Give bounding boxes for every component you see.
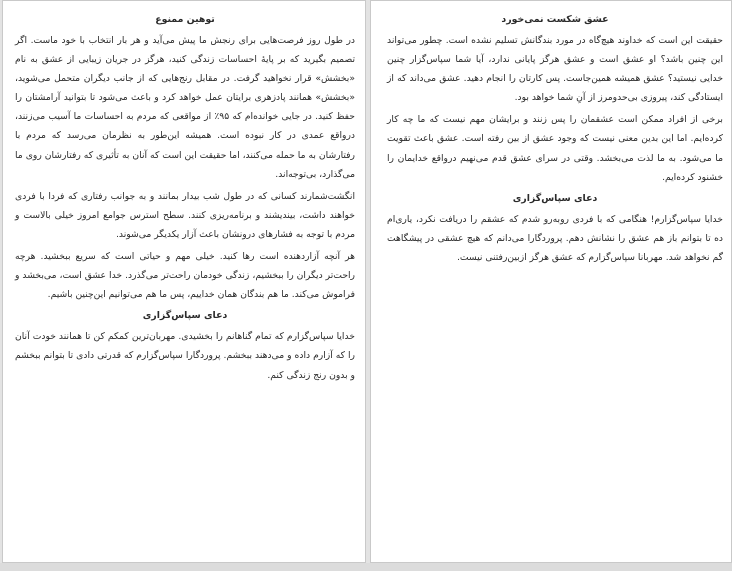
left-page [2, 0, 366, 563]
left-paragraph-1: در طول روز فرصت‌هایی برای رنجش ما پیش می‌آید و هر بار انتخاب با خود ماست. اگر تصمیم بگیرید که بر پایهٔ احساسات زندگی کنید، هرگز در جریان زیبایی از عشق به نام «بخشش» قرار نخواهید گرفت. در مقابل رنج‌هایی که از جانب دیگران متحمل می‌شوید، «بخشش» همانند پادزهری برایتان عمل خواهد کرد و باعث می‌شود تا بتوانید آرامشتان را حفظ کنید. در جایی خوانده‌ام که ۹۵٪ از مواقعی که مردم به احساسات ما آسیب می‌زنند، درواقع عمدی در کار نبوده است. همیشه این‌طور به نظرمان می‌رسد که مردم با رفتارشان به ما حمله می‌کنند، اما حقیقت این است که آنان به تأثیری که رفتارشان روی ما می‌گذارد، بی‌توجه‌اند. [15, 35, 355, 180]
right-page-column [387, 11, 723, 267]
left-page-title: توهین ممنوع [155, 14, 215, 25]
left-prayer-title: دعای سپاس‌گزاری [142, 310, 228, 322]
left-paragraph-2: انگشت‌شمارند کسانی که در طول شب بیدار بمانند و به جوانب رفتاری که فردا با فردی خواهند داشت، بیندیشند و برنامه‌ریزی کنند. سطح استرس جوامع امروز خیلی بالاست و مردم با توجه به فشارهای درونشان باعث آزار یکدیگر می‌شوند. [15, 190, 355, 240]
right-page [370, 0, 732, 563]
left-paragraph-3: هر آنچه آزاردهنده است رها کنید. خیلی مهم و حیاتی است که سریع ببخشید. هرچه راحت‌تر دیگران را ببخشیم، زندگی خودمان راحت‌تر می‌گذرد. خدا عشق است، می‌بخشد و فراموش می‌کند. ما هم بندگان همان خداییم، پس ما هم می‌توانیم این‌چنین باشیم. [15, 251, 355, 301]
left-prayer-text: خدایا سپاس‌گزارم که تمام گناهانم را بخشیدی. مهربان‌ترین کمکم کن تا همانند خودت آنان را که آزارم داده و می‌دهند ببخشم. پروردگارا سپاس‌گزارم که قدرتی دادی تا بتوانم ببخشم و بدون رنج زندگی کنم. [15, 331, 355, 381]
left-page-column [15, 11, 355, 385]
right-page-title: عشق شکست نمی‌خورد [501, 14, 609, 25]
right-prayer-text: خدایا سپاس‌گزارم! هنگامی که با فردی روبه‌رو شدم که عشقم را دریافت نکرد، یاری‌ام ده تا بتوانم باز هم عشق را نشانش دهم. پروردگارا می‌دانم که هیچ عشقی در پیشگاهت گم نخواهد شد. مهربانا سپاس‌گزارم که عشق هرگز ازبین‌رفتنی نیست. [387, 213, 723, 263]
right-prayer-title: دعای سپاس‌گزاری [512, 192, 598, 204]
right-paragraph-1: حقیقت این است که خداوند هیچ‌گاه در مورد بندگانش تسلیم نشده است. چطور می‌تواند این چنین باشد؟ او عشق است و عشق هرگز پایانی ندارد، آیا شما سپاس‌گزار چنین خدایی نیستید؟ عشق همیشه همین‌جاست. پس کارتان را انجام دهید. عشق می‌داند که از ایستادگی کند، پیروزی بی‌حدومرز از آنِ شما خواهد بود. [387, 35, 723, 104]
viewer-bottom-edge [0, 563, 732, 571]
right-paragraph-2: برخی از افراد ممکن است عشقمان را پس زنند و برایشان مهم نیست که ما چه کار کرده‌ایم. اما این بدین معنی نیست که وجود عشق از بین رفته است. عشق باعث تقویت ما می‌شود. به ما لذت می‌بخشد. وقتی در سرای عشق قدم می‌نهیم درواقع خدایمان را خشنود کرده‌ایم. [387, 114, 723, 183]
